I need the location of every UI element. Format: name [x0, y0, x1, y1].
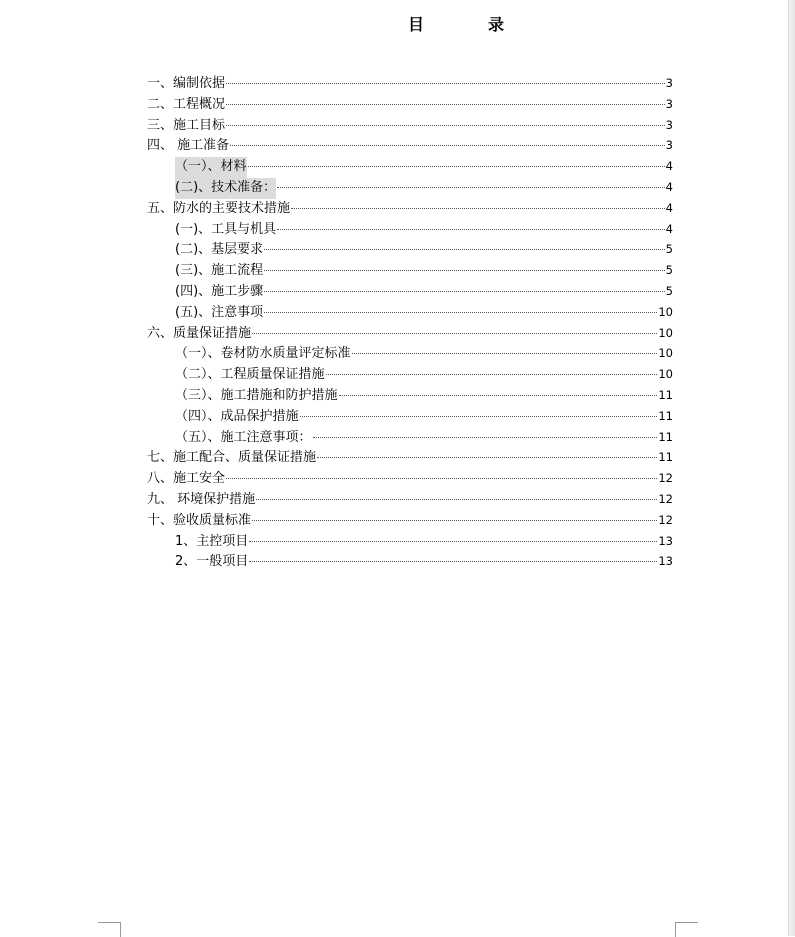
toc-page-number: 12: [658, 512, 673, 527]
toc-dot-leader: [252, 333, 657, 334]
toc-dot-leader: [291, 208, 665, 209]
toc-entry[interactable]: [147, 177, 673, 198]
toc-entry[interactable]: [147, 239, 673, 260]
toc-entry[interactable]: [147, 447, 673, 468]
toc-page-number: 4: [665, 159, 673, 174]
toc-title-char-2: 录: [488, 15, 505, 34]
toc-page-number: 3: [665, 76, 673, 90]
toc-entry[interactable]: [147, 281, 673, 302]
toc-entry-text: 二、工程概况: [147, 96, 226, 112]
toc-entry[interactable]: [147, 94, 673, 115]
toc-page-number: 10: [658, 325, 673, 340]
toc-entry-text: 七、施工配合、质量保证措施: [147, 450, 317, 466]
toc-entry-text: (二)、基层要求: [175, 242, 264, 258]
toc-entry-text: (四)、施工步骤: [175, 283, 264, 299]
toc-page-number: 10: [658, 304, 673, 319]
toc-page-number: 13: [658, 554, 673, 569]
toc-page-number: 4: [665, 221, 673, 236]
toc-entry-text: (二)、技术准备：: [175, 178, 276, 199]
toc-entry-text: (五)、注意事项: [175, 304, 264, 320]
toc-entry[interactable]: [147, 364, 673, 385]
toc-entry[interactable]: [147, 115, 673, 136]
toc-dot-leader: [264, 291, 665, 292]
toc-entry-text: 三、施工目标: [147, 117, 226, 133]
toc-dot-leader: [249, 541, 657, 542]
toc-page-number: 10: [658, 346, 673, 361]
toc-entry[interactable]: [147, 489, 673, 510]
toc-list: [147, 73, 673, 572]
toc-entry[interactable]: [147, 323, 673, 344]
toc-entry-text: 九、 环境保护措施: [147, 491, 256, 507]
toc-page-number: 11: [658, 387, 673, 402]
toc-page-number: 4: [665, 200, 673, 215]
toc-dot-leader: [226, 104, 665, 105]
toc-entry-text: 八、施工安全: [147, 471, 226, 487]
toc-entry[interactable]: [147, 156, 673, 177]
toc-entry[interactable]: [147, 73, 673, 94]
crop-mark-left: [98, 922, 121, 937]
toc-dot-leader: [252, 520, 657, 521]
toc-entry-text: 十、验收质量标准: [147, 512, 252, 528]
toc-entry[interactable]: [147, 427, 673, 448]
toc-dot-leader: [264, 312, 657, 313]
toc-entry[interactable]: [147, 302, 673, 323]
toc-entry[interactable]: [147, 531, 673, 552]
toc-entry-text: （一）、卷材防水质量评定标准: [175, 346, 351, 362]
toc-dot-leader: [277, 229, 665, 230]
toc-dot-leader: [313, 437, 658, 438]
toc-dot-leader: [248, 166, 665, 167]
toc-page-number: 12: [658, 471, 673, 486]
toc-page-number: 12: [658, 491, 673, 506]
toc-entry-text: （三）、施工措施和防护措施: [175, 387, 338, 403]
toc-entry[interactable]: [147, 551, 673, 572]
toc-dot-leader: [352, 353, 658, 354]
toc-entry[interactable]: [147, 468, 673, 489]
toc-dot-leader: [226, 478, 657, 479]
toc-entry-text: 2、一般项目: [175, 554, 249, 570]
toc-entry-text: 四、 施工准备: [147, 138, 230, 154]
toc-dot-leader: [264, 249, 665, 250]
toc-dot-leader: [230, 145, 665, 146]
toc-dot-leader: [317, 457, 657, 458]
crop-mark-right: [675, 922, 698, 937]
toc-entry[interactable]: [147, 385, 673, 406]
toc-page-number: 11: [658, 429, 673, 444]
toc-entry-text: 六、质量保证措施: [147, 325, 252, 341]
toc-entry[interactable]: [147, 343, 673, 364]
toc-dot-leader: [256, 499, 657, 500]
toc-title-char-1: 目: [408, 15, 425, 34]
toc-dot-leader: [249, 561, 657, 562]
toc-page-number: 10: [658, 367, 673, 382]
toc-page-number: 4: [665, 179, 673, 194]
toc-dot-leader: [226, 125, 665, 126]
page-edge: [788, 0, 795, 936]
toc-dot-leader: [264, 270, 665, 271]
toc-page-number: 5: [665, 283, 673, 298]
toc-entry-text: （五）、施工注意事项：: [175, 429, 312, 445]
toc-entry-text: (一)、工具与机具: [175, 221, 277, 237]
toc-entry[interactable]: [147, 510, 673, 531]
toc-entry[interactable]: [147, 198, 673, 219]
toc-page-number: 5: [665, 242, 673, 257]
toc-page-number: 3: [665, 117, 673, 132]
toc-dot-leader: [339, 395, 658, 396]
toc-page-number: 11: [658, 408, 673, 423]
toc-page-number: 11: [658, 450, 673, 465]
toc-entry[interactable]: [147, 135, 673, 156]
toc-entry-text: （二）、工程质量保证措施: [175, 367, 325, 383]
toc-dot-leader: [326, 374, 658, 375]
toc-page-number: 13: [658, 533, 673, 548]
toc-entry-text: 五、防水的主要技术措施: [147, 200, 291, 216]
toc-dot-leader: [300, 416, 658, 417]
toc-dot-leader: [277, 187, 665, 188]
toc-entry-text: （四）、成品保护措施: [175, 408, 299, 424]
toc-title: [408, 12, 504, 35]
toc-page-number: 3: [665, 96, 673, 111]
toc-page-number: 5: [665, 263, 673, 278]
toc-page-number: 3: [665, 138, 673, 153]
toc-entry-text: （一）、材料: [175, 157, 247, 178]
toc-dot-leader: [226, 83, 665, 84]
toc-entry-text: (三)、施工流程: [175, 263, 264, 279]
toc-entry[interactable]: [147, 406, 673, 427]
toc-entry[interactable]: [147, 260, 673, 281]
toc-entry-text: 1、主控项目: [175, 533, 249, 549]
toc-entry-text: 一、编制依据: [147, 76, 226, 91]
toc-entry[interactable]: [147, 219, 673, 240]
